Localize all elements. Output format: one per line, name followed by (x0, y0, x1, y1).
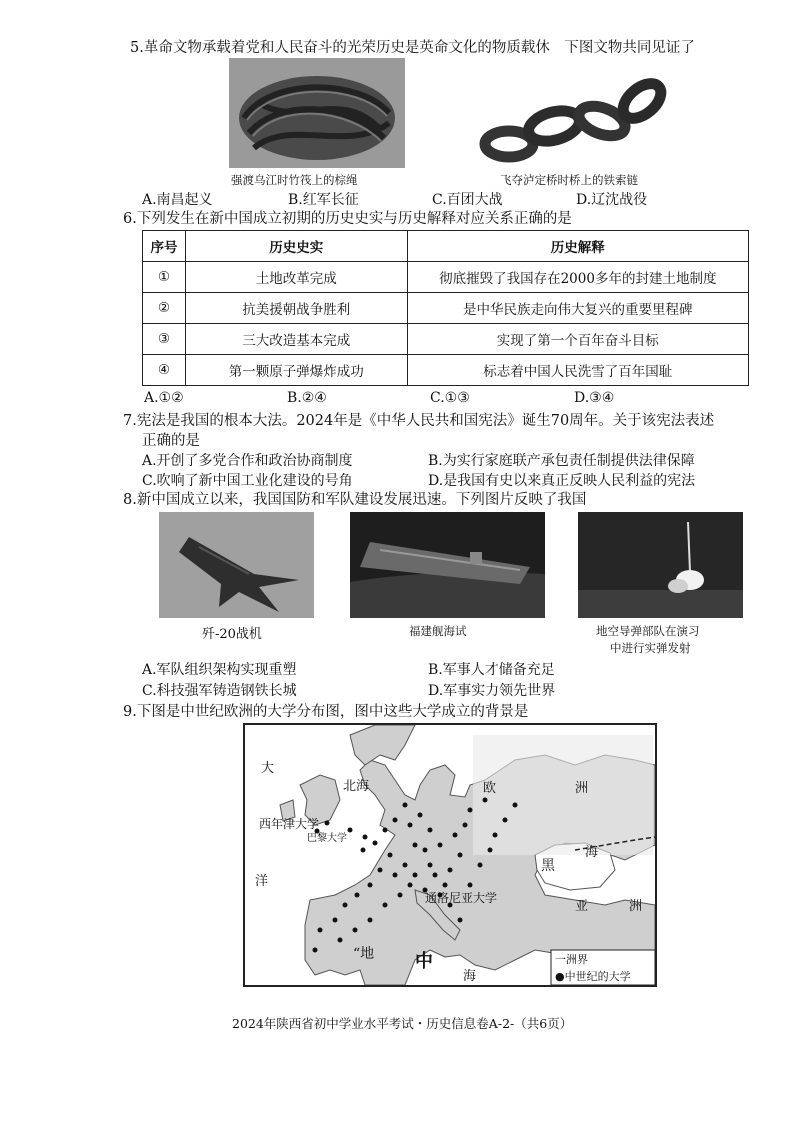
q6-option-c[interactable]: C.①③ (430, 390, 470, 406)
header-explanation: 历史解释 (407, 231, 748, 262)
q7-option-d[interactable]: D.是我国有史以来真正反映人民利益的宪法 (428, 473, 696, 489)
q6-option-d[interactable]: D.③④ (574, 390, 615, 406)
missile-caption-line1: 地空导弹部队在演习 (596, 624, 700, 638)
q5-option-d[interactable]: D.辽沈战役 (576, 192, 648, 208)
q5-option-c[interactable]: C.百团大战 (432, 192, 503, 208)
q6-option-a[interactable]: A.①② (144, 390, 184, 406)
chain-photo (474, 66, 672, 168)
map-label-med-3: 海 (463, 969, 477, 984)
map-label-black-1: 黑 (541, 858, 555, 874)
q8-option-a[interactable]: A.军队组织架构实现重塑 (142, 662, 297, 678)
header-fact: 历史史实 (185, 231, 407, 262)
table-row (143, 324, 749, 355)
q7-option-c[interactable]: C.吹响了新中国工业化建设的号角 (142, 473, 353, 489)
page-footer: 2024年陕西省初中学业水平考试・历史信息卷A-2-（共6页） (232, 1016, 573, 1031)
q8-stem: 8.新中国成立以来，我国国防和军队建设发展迅速。下列图片反映了我国 (123, 492, 587, 508)
table-row (143, 355, 749, 386)
q9-stem: 9.下图是中世纪欧洲的大学分布图，图中这些大学成立的背景是 (123, 704, 529, 720)
map-label-paris: 巴黎大学 (307, 833, 347, 844)
row-explanation: 标志着中国人民洗雪了百年国耻 (407, 355, 748, 386)
row-explanation: 彻底摧毁了我国存在2000多年的封建土地制度 (407, 262, 748, 293)
rope-caption: 强渡乌江时竹筏上的棕绳 (231, 173, 358, 187)
q5-option-a[interactable]: A.南昌起义 (142, 192, 213, 208)
map-label-atlantic-1: 大 (261, 761, 275, 776)
q8-option-c[interactable]: C.科技强军铸造钢铁长城 (142, 683, 297, 699)
q8-option-d[interactable]: D.军事实力领先世界 (428, 683, 556, 699)
row-explanation: 实现了第一个百年奋斗目标 (407, 324, 748, 355)
q5-stem: 5.革命文物承载着党和人民奋斗的光荣历史是英命文化的物质载休 下图文物共同见证了 (130, 40, 695, 56)
row-index: ② (143, 293, 186, 324)
map-label-med-2: 中 (415, 951, 433, 972)
q7-stem-line2: 正确的是 (142, 433, 200, 449)
map-label-asia-2: 洲 (629, 899, 643, 914)
map-label-europe-1: 欧 (483, 781, 497, 796)
missile-caption-line2: 中进行实弹发射 (610, 641, 691, 655)
row-index: ③ (143, 324, 186, 355)
q5-option-b[interactable]: B.红军长征 (288, 192, 359, 208)
table-row (143, 262, 749, 293)
row-fact: 三大改造基本完成 (185, 324, 407, 355)
row-index: ④ (143, 355, 186, 386)
carrier-caption: 福建舰海试 (409, 624, 467, 638)
row-index: ① (143, 262, 186, 293)
map-label-atlantic-2: 洋 (255, 874, 269, 889)
table-header-row (143, 231, 749, 262)
q7-option-a[interactable]: A.开创了多党合作和政治协商制度 (142, 453, 353, 469)
q6-option-b[interactable]: B.②④ (287, 390, 327, 406)
q7-stem-line1: 7.宪法是我国的根本大法。2024年是《中华人民共和国宪法》诞生70周年。关于该宪法表述 (123, 413, 715, 429)
map-label-europe-2: 洲 (575, 781, 589, 796)
map-label-bologna: 通洛尼亚大学 (425, 891, 498, 905)
q8-option-b[interactable]: B.军事人才储备充足 (428, 662, 555, 678)
fujian-carrier-photo (350, 512, 545, 618)
rope-photo (229, 58, 405, 168)
table-row (143, 293, 749, 324)
history-table (142, 230, 749, 386)
header-index: 序号 (143, 231, 186, 262)
map-label-med-1: “地 (353, 946, 375, 962)
legend-university: ●中世纪的大学 (555, 970, 631, 983)
row-explanation: 是中华民族走向伟大复兴的重要里程碑 (407, 293, 748, 324)
legend-boundary: 一洲界 (555, 953, 588, 966)
row-fact: 抗美援朝战争胜利 (185, 293, 407, 324)
missile-launch-photo (578, 512, 743, 618)
j20-caption: 歼-20战机 (202, 627, 262, 642)
q6-stem: 6.下列发生在新中国成立初期的历史史实与历史解释对应关系正确的是 (123, 211, 572, 227)
map-label-black-2: 海 (585, 845, 599, 860)
map-label-north-sea: 北海 (343, 779, 370, 794)
map-label-oxford: 西年津大学 (259, 817, 320, 831)
chain-caption: 飞夺泸定桥时桥上的铁索链 (500, 173, 638, 187)
row-fact: 土地改革完成 (185, 262, 407, 293)
j20-photo (159, 512, 314, 618)
map-label-asia-1: 亚 (575, 899, 589, 914)
q7-option-b[interactable]: B.为实行家庭联产承包责任制提供法律保障 (428, 453, 695, 469)
medieval-university-map (243, 723, 657, 987)
row-fact: 第一颗原子弹爆炸成功 (185, 355, 407, 386)
